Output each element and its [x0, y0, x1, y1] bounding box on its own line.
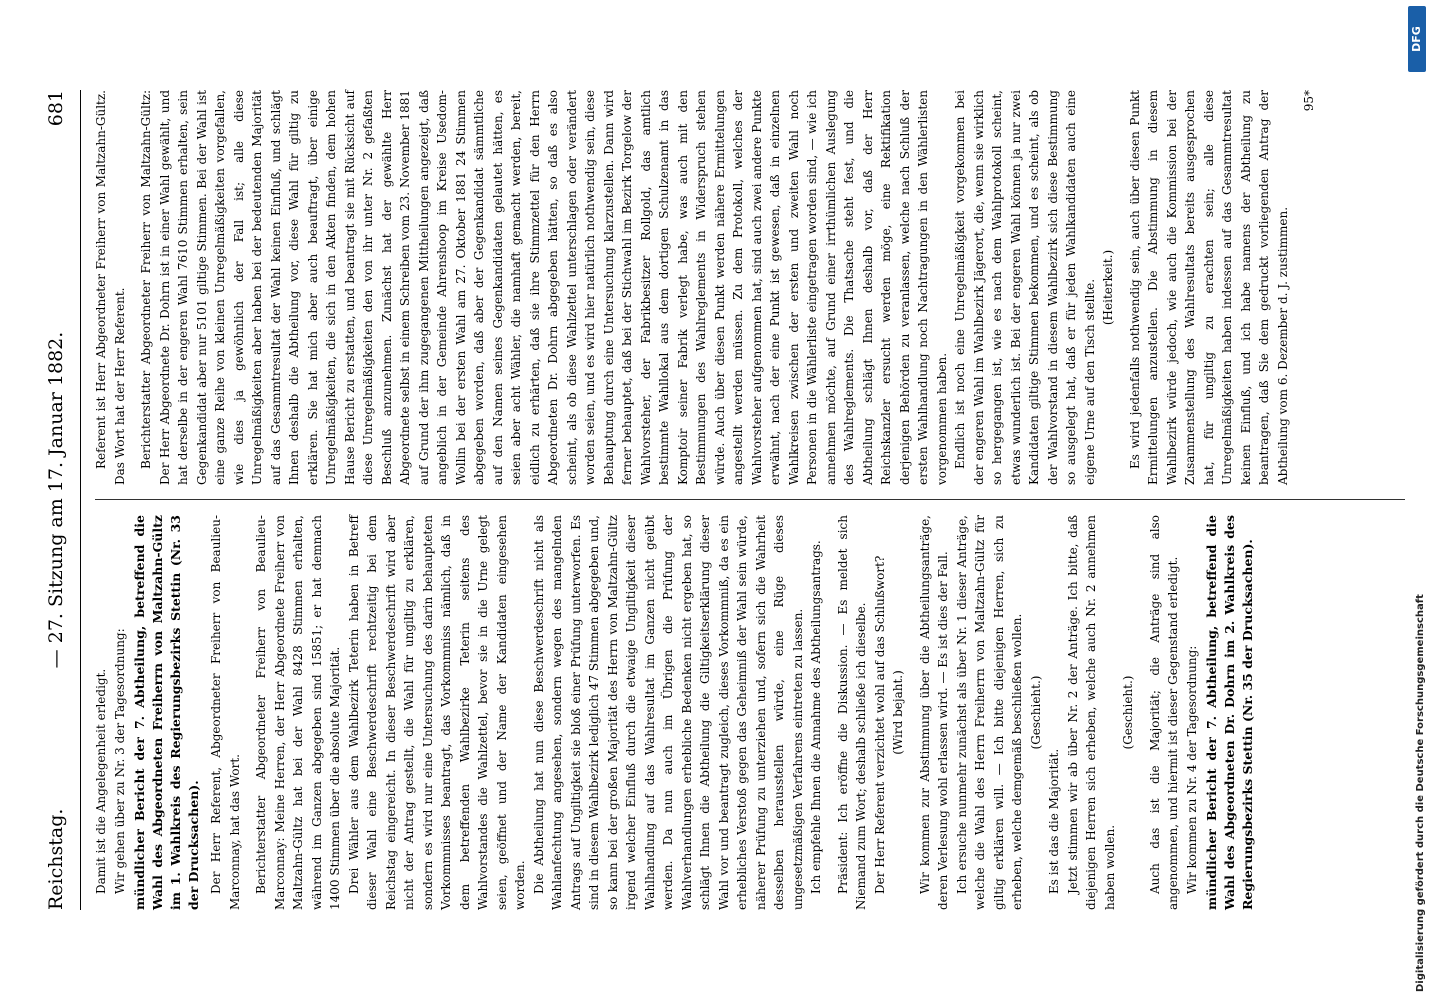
dfg-logo [1408, 6, 1426, 72]
header-title: Reichstag. [45, 808, 67, 910]
paragraph: (Heiterkeit.) [1101, 249, 1115, 326]
paragraph: Ich empfehle Ihnen die Annahme des Abtheilungsantrags. [809, 540, 823, 894]
paragraph: Präsident: Ich eröffne die Diskussion. — Es meldet sich Niemand zum Wort; deshalb schließe ich dieselbe. [835, 515, 868, 910]
paragraph: Wir kommen zu Nr. 4 der Tagesordnung: [1184, 645, 1199, 894]
paragraph: 95* [1302, 90, 1316, 112]
left-column [92, 515, 1412, 910]
paragraph: Endlich ist noch eine Unregelmäßigkeit vorgekommen bei der engeren Wahl im Wahlbezirk Jägerort, die, wenn sie wirklich so hergegangen ist, wie es nach dem Wahlprotokoll scheint, etwas wunderlich ist. Bei der engeren Wahl können ja nur zwei Kandidaten giltige Stimmen bekommen, und es scheint, als ob der Wahlvorstand in diesem Wahlbezirk sich diese Bestimmung so ausgelegt hat, daß er für jeden Wahlkandidaten auch eine eigene Urne auf den Tisch stellte. [953, 90, 1097, 485]
paragraph: (Wird bejaht.) [891, 670, 905, 755]
paragraph: Wir kommen zur Abstimmung über die Abtheilungsanträge, deren Verlesung wohl erlassen wird. — Es ist dies der Fall. [917, 515, 950, 910]
paragraph: Ich ersuche nunmehr zunächst als über Nr. 1 dieser Anträge, welche die Wahl des Herrn Freiherrn von Maltzahn-Gültz für giltig erklären will. — Ich bitte diejenigen Herren, sich zu erheben, welche demgemäß beschließen wollen. [954, 515, 1024, 910]
paragraph: Es ist das die Majorität. [1047, 748, 1061, 894]
page-header [45, 90, 75, 910]
paragraph-gap [1292, 90, 1300, 485]
dfg-logo-text: DFG [1410, 26, 1423, 52]
paragraph: Berichterstatter Abgeordneter Freiherr von Maltzahn-Gültz: Der Herr Abgeordnete Dr. Dohrn ist in einer Wahl gewählt, und hat derselbe in der engeren Wahl 7610 Stimmen erhalten, sein Gegenkandidat aber nur 5101 giltige Stimmen. Bei der Wahl ist eine ganze Reihe von kleinen Unregelmäßigkeiten vorgefallen, wie dies ja gewöhnlich der Fall ist; alle diese Unregelmäßigkeiten aber haben bei der bedeutenden Majorität auf das Gesammtresultat der Wahl keinen Einfluß, und schlägt Ihnen deshalb die Abtheilung vor, diese Wahl für giltig zu erklären. Sie hat mich aber auch beauftragt, über einige Unregelmäßigkeiten, die sich in den Akten finden, dem hohen Hause Bericht zu erstatten, und beantragt sie mit Rücksicht auf diese Unregelmäßigkeiten den von ihr unter Nr. 2 gefaßten Beschluß anzunehmen. Zunächst hat der gewählte Herr Abgeordnete selbst in einem Schreiben vom 23. November 1881 auf Grund der ihm zugegangenen Mittheilungen angezeigt, daß angeblich in der Gemeinde Ahrenshoop im Kreise Usedom-Wollin bei der ersten Wahl am 27. Oktober 1881 24 Stimmen abgegeben worden, daß aber der Gegenkandidat sämmtliche auf den Namen seines Gegenkandidaten gelautet hätten, es seien aber acht Wähler, die namhaft gemacht werden, bereit, eidlich zu erhärten, daß sie ihre Stimmzettel für den Herrn Abgeordneten Dr. Dohrn abgegeben hätten, so daß es also scheint, als ob diese Wahlzettel unterschlagen oder verändert worden seien, und es wird hier natürlich nothwendig sein, diese Behauptung durch eine Untersuchung klarzustellen. Dann wird ferner behauptet, daß bei der Stichwahl im Bezirk Torgelow der Wahlvorsteher, der Fabrikbesitzer Rollgold, das amtlich bestimmte Wahllokal aus dem dortigen Schulzenamt in das Komptoir seiner Fabrik verlegt habe, was auch mit den Bestimmungen des Wahlreglements in Widerspruch stehen würde. Auch über diesen Punkt werden nähere Ermittelungen angestellt werden müssen. Zu dem Protokoll, welches der Wahlvorsteher aufgenommen hat, sind auch zwei andere Punkte erwähnt, nach der eine Punkt ist gewesen, daß in einzelnen Wahlkreisen zwischen der ersten und zweiten Wahl noch Personen in die Wählerliste eingetragen worden sind, — wie ich annehmen möchte, auf Grund einer irrthümlichen Auslegung des Wahlreglements. Die Thatsache steht fest, und die Abtheilung schlägt Ihnen deshalb vor, daß der Herr Reichskanzler ersucht werden möge, eine Rektifikation derjenigen Behörden zu veranlassen, welche nach Schluß der ersten Wahlhandlung noch Nachtragungen in den Wählerlisten vorgenommen haben. [139, 90, 949, 485]
paragraph-gap [129, 90, 137, 485]
paragraph: Es wird jedenfalls nothwendig sein, auch über diesen Punkt Ermittelungen anzustellen. Die Abstimmung in diesem Wahlbezirk würde jedoch, wie auch die Kommission bei der Zusammenstellung des Wahlresultats bereits ausgesprochen hat, für ungiltig zu erachten sein; alle diese Unregelmäßigkeiten haben indessen auf das Gesammtresultat keinen Einfluß, und ich habe namens der Abtheilung zu beantragen, daß Sie dem gedruckt vorliegenden Antrag der Abtheilung vom 6. Dezember d. J. zustimmen. [1127, 90, 1290, 485]
paragraph: Damit ist die Angelegenheit erledigt. [94, 668, 108, 894]
paragraph: Berichterstatter Abgeordneter Freiherr von Beaulieu-Marconnay: Meine Herren, der Herr Abgeordnete Freiherr von Maltzahn-Gültz hat bei der Wahl 8428 Stimmen erhalten, während im Ganzen abgegeben sind 15851; er hat demnach 1400 Stimmen über die absolute Majorität. [254, 515, 342, 910]
paragraph: Drei Wähler aus dem Wahlbezirk Teterin haben in Betreff dieser Wahl eine Beschwerdeschrift rechtzeitig bei dem Reichstag eingereicht. In dieser Beschwerdeschrift wird aber nicht der Antrag gestellt, die Wahl für ungiltig zu erklären, sondern es wird nur eine Untersuchung des darin behaupteten Vorkommnisses beantragt, das Vorkommniss nämlich, daß in dem betreffenden Wahlbezirke Teterin seitens des Wahlvorstandes die Wahlzettel, bevor sie in die Urne gelegt seien, geöffnet und der Name der Kandidaten eingesehen worden. [346, 515, 527, 910]
paragraph-gap [1138, 515, 1146, 910]
paragraph: Jetzt stimmen wir ab über Nr. 2 der Anträge. Ich bitte, daß diejenigen Herren sich erheben, welche auch Nr. 2 annehmen haben wollen. [1065, 515, 1117, 910]
paragraph: Wir gehen über zu Nr. 3 der Tagesordnung: [112, 628, 127, 894]
paragraph-gap [826, 515, 834, 910]
paragraph: Der Herr Referent verzichtet wohl auf das Schlußwort? [872, 555, 887, 894]
paragraph: (Geschieht.) [1028, 675, 1043, 750]
dfg-credit-strip [1406, 0, 1432, 1000]
paragraph: Referent ist Herr Abgeordneter Freiherr von Maltzahn-Gültz. Das Wort hat der Herr Referent. [94, 90, 127, 485]
agenda-heading: mündlicher Bericht der 7. Abtheilung, betreffend die Wahl des Abgeordneten Dr. Dohrn im 2. Wahlkreis des Regierungsbezirks Stettin (Nr. 35 der Drucksachen). [1204, 515, 1255, 910]
paragraph: Auch das ist die Majorität; die Anträge sind also angenommen, und hiermit ist dieser Gegenstand erledigt. [1147, 515, 1180, 910]
agenda-heading: mündlicher Bericht der 7. Abtheilung, betreffend die Wahl des Abgeordneten Freiherrn von Maltzahn-Gültz im 1. Wahlkreis des Regierungsbezirks Stettin (Nr. 33 der Drucksachen). [132, 515, 201, 910]
header-page-number: 681 [45, 90, 67, 127]
paragraph: Der Herr Referent, Abgeordneter Freiherr von Beaulieu-Marconnay, hat das Wort. [209, 515, 242, 910]
paragraph-gap [908, 515, 916, 910]
header-rule [80, 90, 81, 910]
header-session: — 27. Sitzung am 17. Januar 1882. [45, 331, 67, 669]
column-divider [95, 499, 1405, 500]
right-column [92, 90, 1412, 485]
paragraph-gap [1118, 90, 1126, 485]
paragraph: Die Abtheilung hat nun diese Beschwerdeschrift nicht als Wahlanfechtung angesehen, sondern wegen des mangelnden Antrags auf Ungiltigkeit sie bloß einer Prüfung unterworfen. Es sind in diesem Wahlbezirk lediglich 47 Stimmen abgegeben und, so kann bei der großen Majorität des Herrn von Maltzahn-Gültz irgend welcher Einfluß durch die etwaige Ungiltigkeit dieser Wahlhandlung auf das Wahlresultat im Ganzen nicht geübt werden. Da nun auch im Übrigen die Prüfung der Wahlverhandlungen erhebliche Bedenken nicht ergeben hat, so schlägt Ihnen die Abtheilung die Giltigkeitserklärung dieser Wahl vor und beantragt zugleich, dieses Vorkommniß, da es ein erhebliches Verstoß gegen das Geheimniß der Wahl sein würde, näherer Prüfung zu unterziehen und, sofern sich die Wahrheit desselben herausstellen würde, eine Rüge dieses ungesetzmäßigen Verfahrens eintreten zu lassen. [531, 515, 805, 910]
paragraph: (Geschieht.) [1121, 675, 1135, 750]
dfg-credit-text: Digitalisierung gefördert durch die Deutsche Forschungsgemeinschaft [1415, 594, 1426, 992]
paragraph-gap [244, 515, 252, 910]
